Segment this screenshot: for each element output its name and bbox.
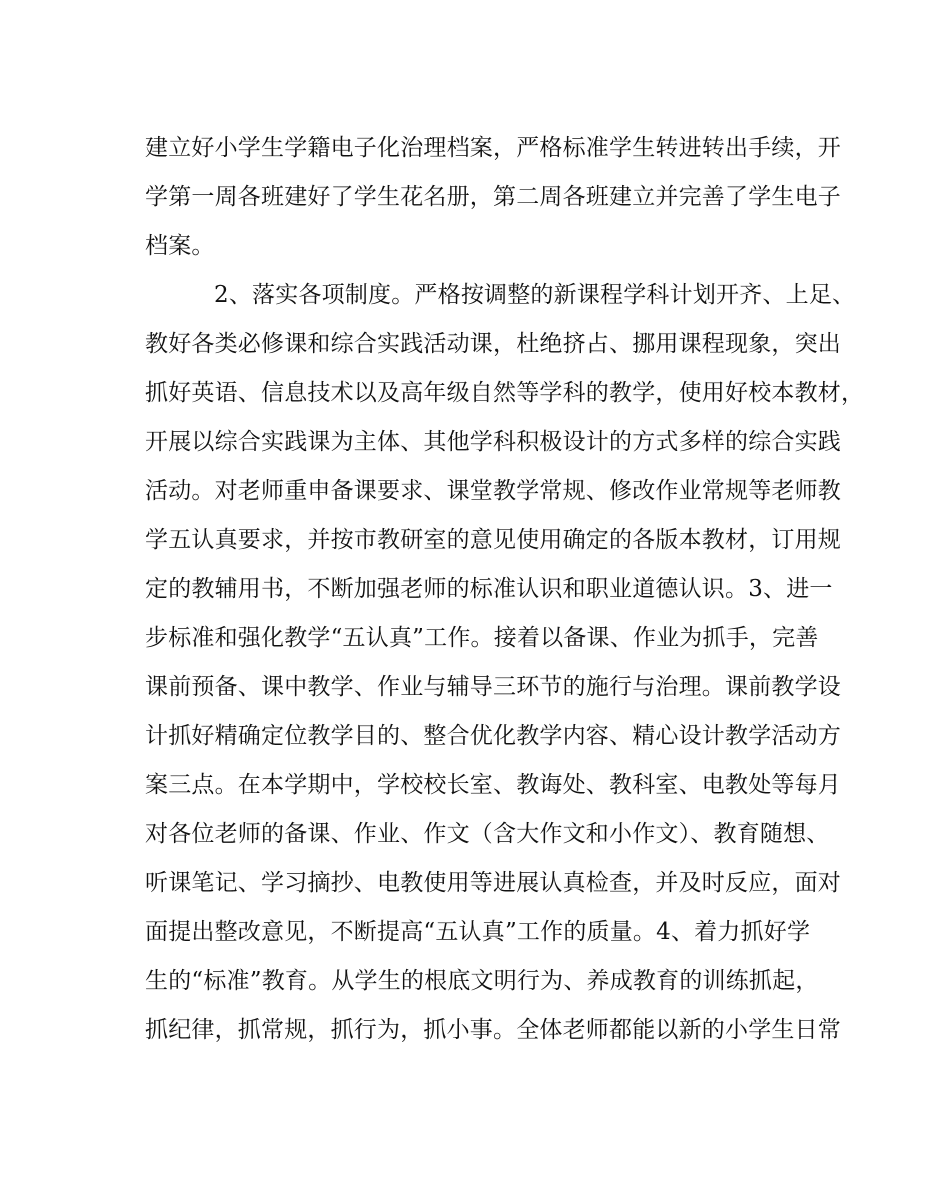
text-line-3: 档案。: [145, 233, 215, 259]
text-line-9: 学五认真要求，并按市教研室的意见使用确定的各版本教材，订用规: [145, 527, 841, 553]
text-line-13: 计抓好精确定位教学目的、整合优化教学内容、精心设计教学活动方: [145, 723, 841, 749]
text-line-6: 抓好英语、信息技术以及高年级自然等学科的教学，使用好校本教材，: [145, 380, 865, 406]
text-line-11: 步标准和强化教学“五认真”工作。接着以备课、作业为抓手，完善: [145, 625, 819, 651]
text-line-12: 课前预备、课中教学、作业与辅导三环节的施行与治理。课前教学设: [145, 674, 841, 700]
text-line-18: 生的“标准”教育。从学生的根底文明行为、养成教育的训练抓起，: [145, 968, 819, 994]
text-line-5: 教好各类必修课和综合实践活动课，杜绝挤占、挪用课程现象，突出: [145, 331, 841, 357]
text-line-15: 对各位老师的备课、作业、作文（含大作文和小作文）、教育随想、: [145, 821, 830, 847]
text-line-16: 听课笔记、学习摘抄、电教使用等进展认真检查，并及时反应，面对: [145, 870, 841, 896]
text-line-4: 2、落实各项制度。严格按调整的新课程学科计划开齐、上足、: [214, 282, 856, 308]
text-line-19: 抓纪律，抓常规，抓行为，抓小事。全体老师都能以新的小学生日常: [145, 1017, 841, 1043]
text-line-8: 活动。对老师重申备课要求、课堂教学常规、修改作业常规等老师教: [145, 478, 841, 504]
text-line-14: 案三点。在本学期中，学校校长室、教诲处、教科室、电教处等每月: [145, 772, 841, 798]
text-line-17: 面提出整改意见，不断提高“五认真”工作的质量。4、着力抓好学: [145, 919, 811, 945]
text-line-7: 开展以综合实践课为主体、其他学科积极设计的方式多样的综合实践: [145, 429, 841, 455]
text-line-2: 学第一周各班建好了学生花名册，第二周各班建立并完善了学生电子: [145, 184, 841, 210]
text-line-10: 定的教辅用书，不断加强老师的标准认识和职业道德认识。3、进一: [145, 576, 833, 602]
text-line-1: 建立好小学生学籍电子化治理档案，严格标准学生转进转出手续，开: [145, 135, 841, 161]
